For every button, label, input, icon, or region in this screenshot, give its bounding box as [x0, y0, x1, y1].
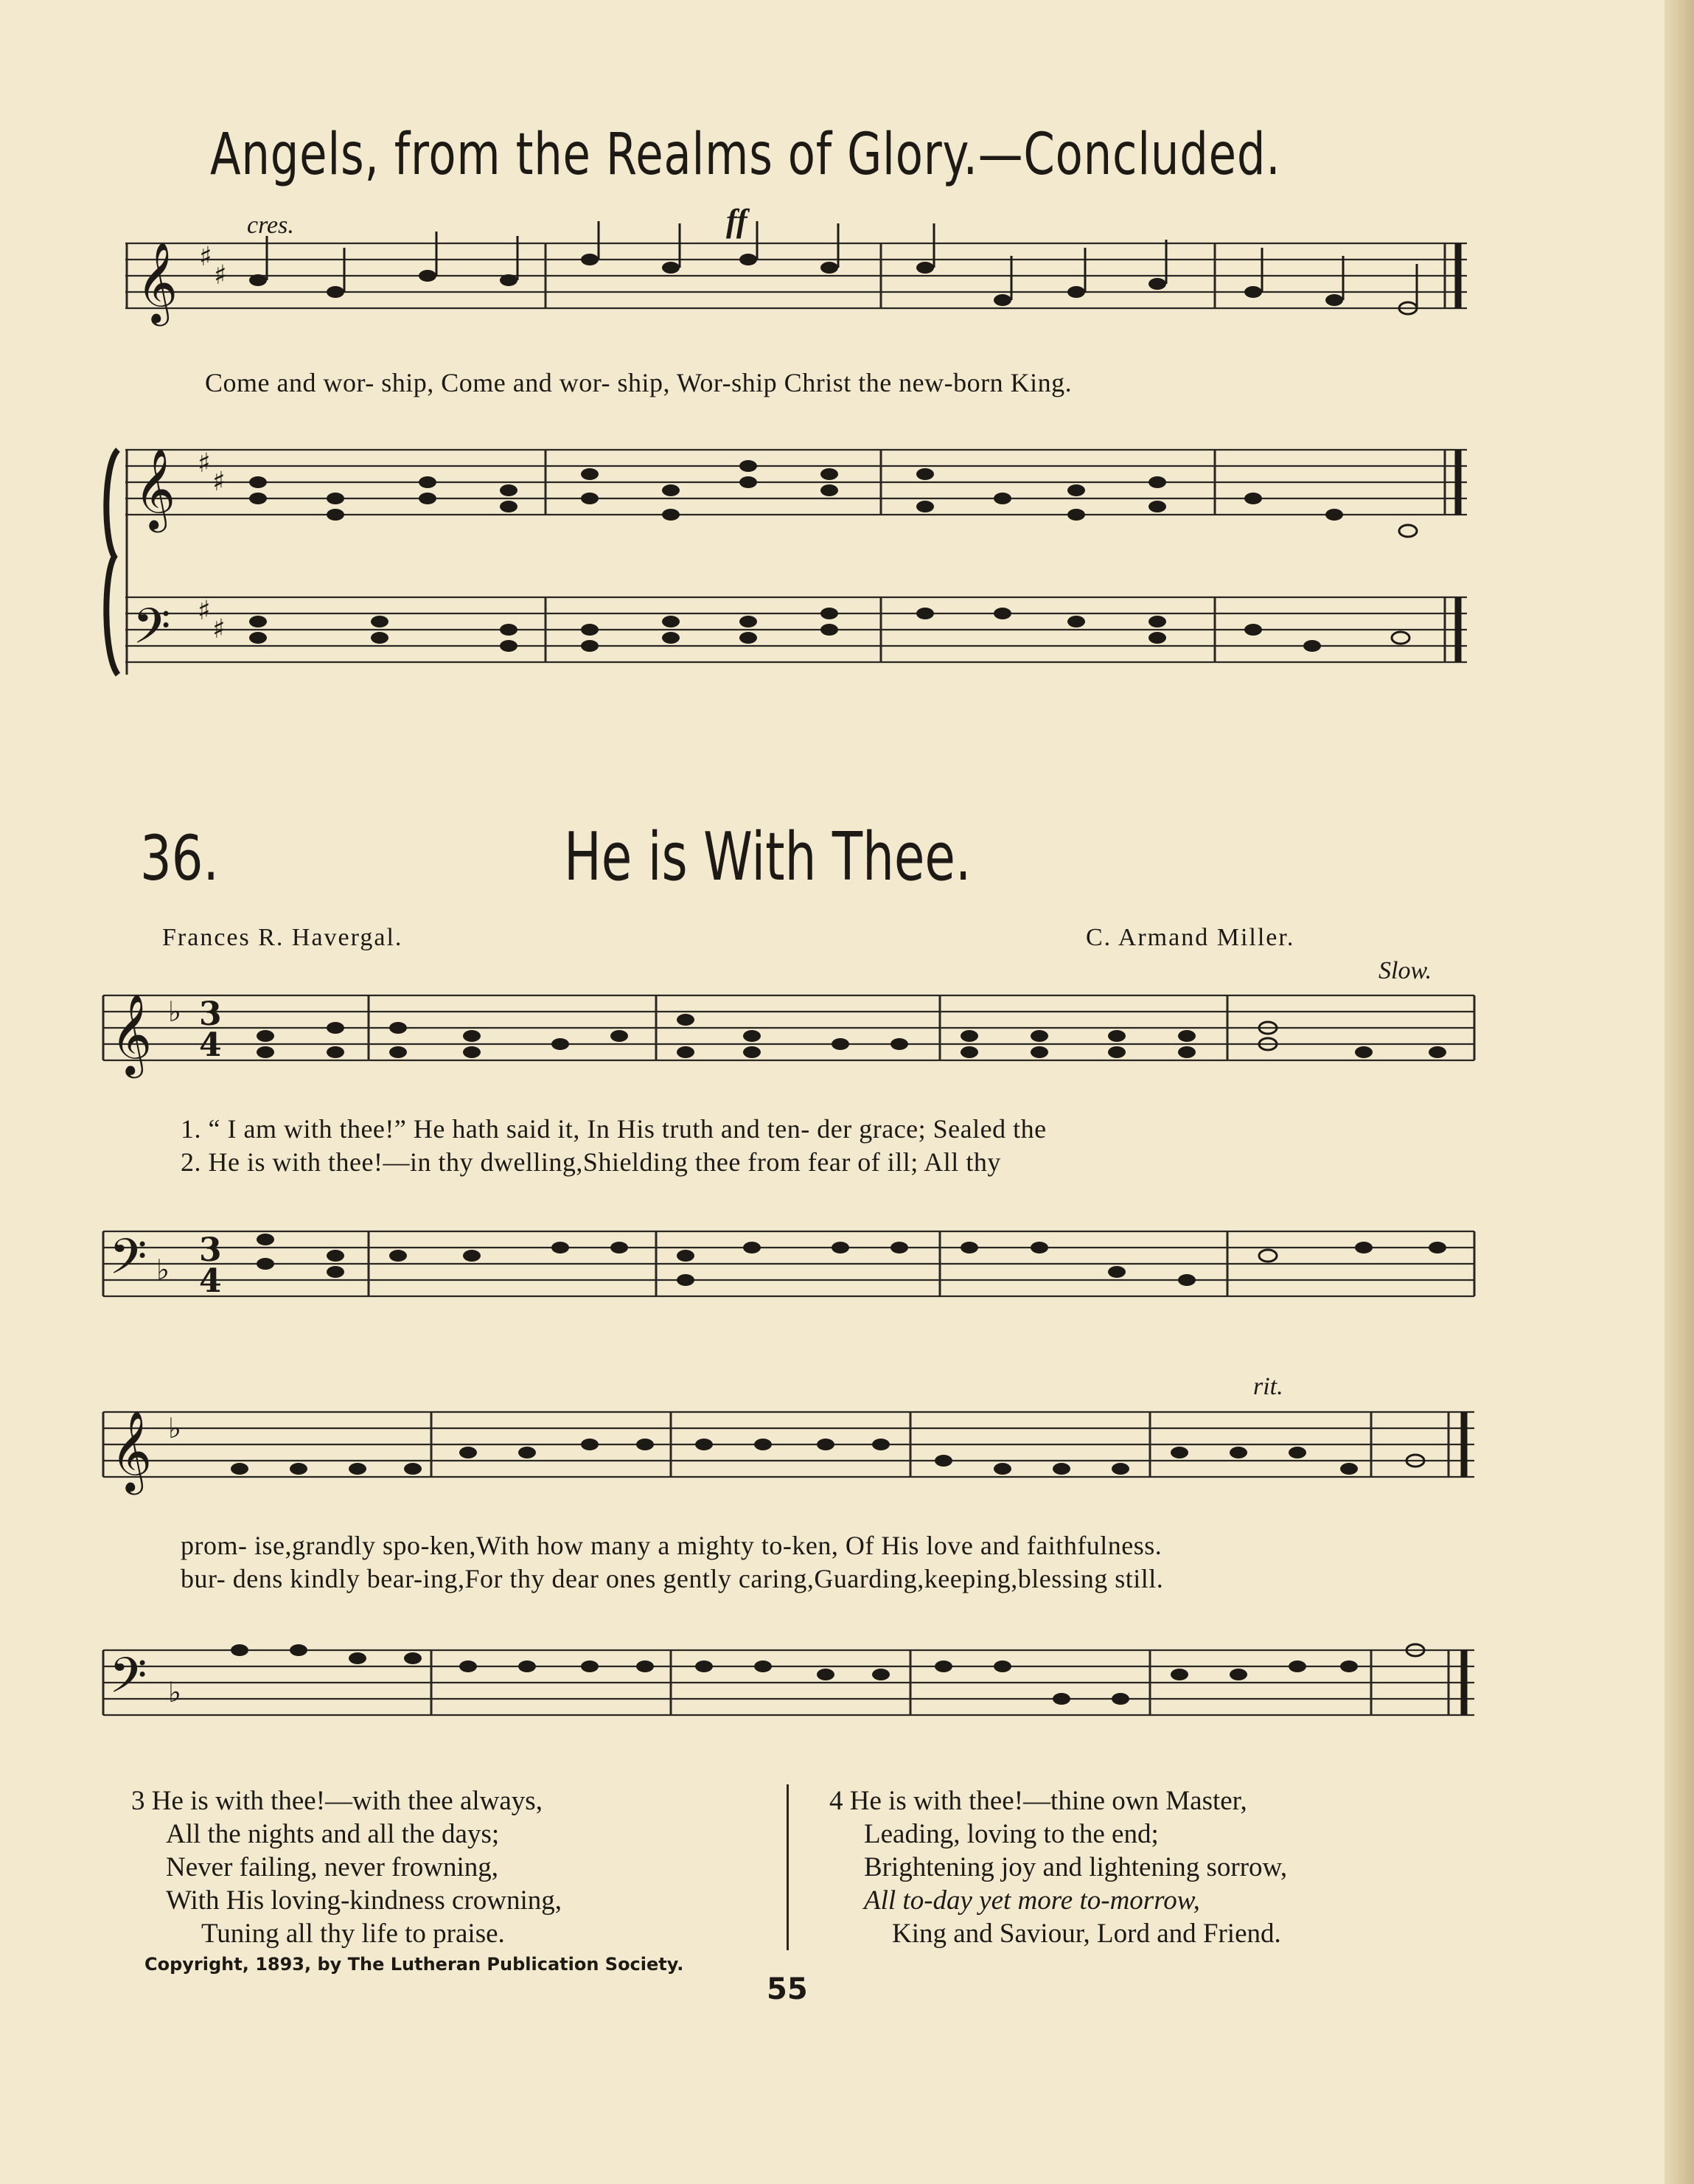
- stanza-4-line-4: All to-day yet more to-morrow,: [864, 1885, 1200, 1916]
- page-edge: [1665, 0, 1694, 2184]
- svg-text:3: 3: [199, 995, 222, 1033]
- stanza-4-line-5: King and Saviour, Lord and Friend.: [892, 1919, 1281, 1949]
- svg-text:𝄞: 𝄞: [111, 1411, 153, 1492]
- svg-text:♯: ♯: [198, 596, 211, 626]
- dynamic-rit: rit.: [1253, 1373, 1283, 1400]
- stanza-3-line-4: With His loving-kindness crowning,: [166, 1885, 562, 1916]
- angels-melody-staff: [125, 221, 1482, 354]
- stanza-4-line-2: Leading, loving to the end;: [864, 1819, 1159, 1849]
- stanza-3-line-3: Never failing, never frowning,: [166, 1852, 499, 1882]
- svg-text:4: 4: [199, 1262, 222, 1300]
- svg-text:𝄞: 𝄞: [134, 448, 176, 529]
- svg-text:3: 3: [199, 1231, 222, 1269]
- svg-text:♯: ♯: [212, 614, 226, 644]
- svg-text:𝄢: 𝄢: [133, 598, 171, 667]
- hymn-bass-staff-2: [88, 1615, 1489, 1733]
- svg-text:♭: ♭: [156, 1253, 170, 1286]
- dynamic-ff: ff: [726, 203, 747, 239]
- author-credit: Frances R. Havergal.: [162, 924, 403, 951]
- svg-text:♯: ♯: [199, 242, 212, 272]
- angels-lyric-line: Come and wor- ship, Come and wor- ship, Wor-ship Christ the new-born King.: [205, 368, 1073, 397]
- page-number: 55: [767, 1972, 808, 2006]
- hymn-lyric-line1-verse1: 1. “ I am with thee!” He hath said it, In His truth and ten- der grace; Sealed the: [181, 1114, 1047, 1144]
- svg-text:𝄢: 𝄢: [109, 1228, 147, 1297]
- stanza-4-line-3: Brightening joy and lightening sorrow,: [864, 1852, 1288, 1882]
- stanza-3-line-2: All the nights and all the days;: [166, 1819, 500, 1849]
- svg-text:♯: ♯: [198, 448, 211, 479]
- stanza-4: [829, 1784, 1287, 1950]
- svg-text:𝄞: 𝄞: [111, 994, 153, 1075]
- hymn-lyric-line2-verse2: bur- dens kindly bear-ing,For thy dear ones gently caring,Guarding,keeping,blessing still.: [181, 1564, 1164, 1593]
- hymn-bass-staff-1: [88, 1209, 1489, 1327]
- stanza-3-line-1: 3 He is with thee!—with thee always,: [131, 1786, 543, 1816]
- svg-text:♭: ♭: [168, 995, 181, 1028]
- svg-text:𝄢: 𝄢: [109, 1647, 147, 1716]
- hymn-melody-staff-1: [88, 984, 1489, 1102]
- dynamic-cres: cres.: [247, 212, 294, 239]
- composer-credit: C. Armand Miller.: [1086, 924, 1295, 951]
- svg-text:4: 4: [199, 1026, 222, 1064]
- hymn-title: He is With Thee.: [564, 818, 972, 896]
- stanza-column-divider: [787, 1784, 789, 1950]
- hymn-number: 36.: [140, 822, 219, 894]
- svg-text:♭: ♭: [168, 1412, 181, 1444]
- hymn-lyric-line1-verse2: 2. He is with thee!—in thy dwelling,Shielding thee from fear of ill; All thy: [181, 1147, 1001, 1177]
- svg-text:♯: ♯: [212, 467, 226, 497]
- svg-text:♯: ♯: [214, 260, 227, 291]
- hymn-lyric-line2-verse1: prom- ise,grandly spo-ken,With how many a mighty to-ken, Of His love and faithfulness.: [181, 1531, 1163, 1560]
- svg-text:♭: ♭: [168, 1676, 181, 1708]
- stanza-3: [131, 1784, 562, 1950]
- hymn-melody-staff-2: [88, 1397, 1489, 1515]
- tempo-marking: Slow.: [1378, 957, 1432, 984]
- svg-text:𝄞: 𝄞: [136, 242, 178, 323]
- angels-piano-staves: [103, 420, 1482, 693]
- stanza-4-line-1: 4 He is with thee!—thine own Master,: [829, 1786, 1247, 1816]
- continued-hymn-title: Angels, from the Realms of Glory.—Concluded.: [210, 122, 1281, 188]
- copyright-notice: Copyright, 1893, by The Lutheran Publication Society.: [144, 1954, 684, 1975]
- stanza-3-line-5: Tuning all thy life to praise.: [201, 1919, 505, 1949]
